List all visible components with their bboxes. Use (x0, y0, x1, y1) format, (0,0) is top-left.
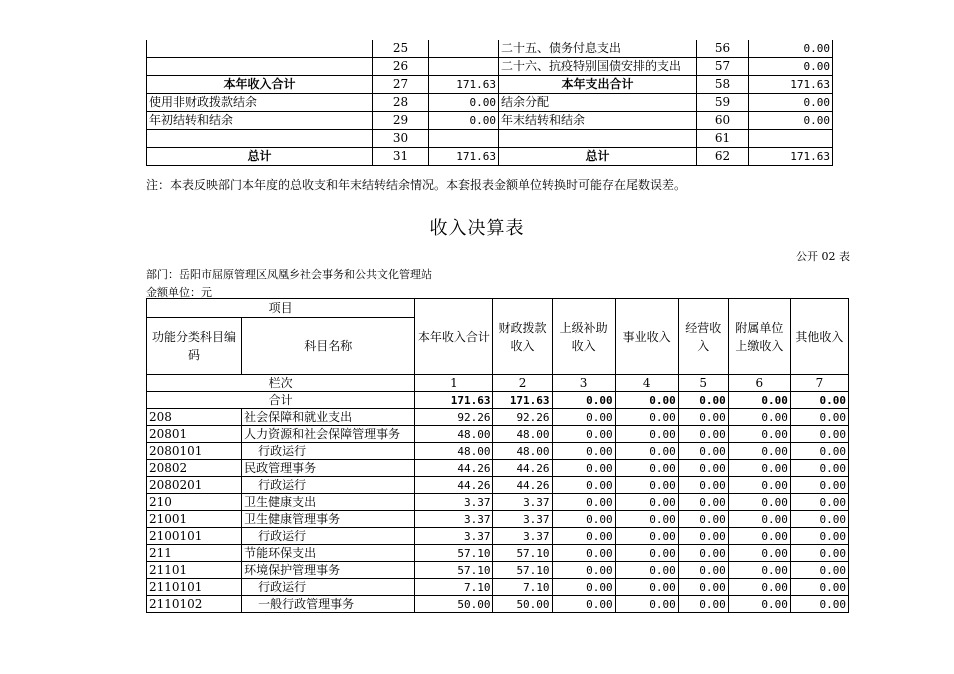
subject-code: 2080201 (147, 477, 242, 494)
amount-cell: 48.00 (415, 426, 493, 443)
summary-line-no: 31 (373, 148, 429, 166)
summary-amount (429, 130, 499, 148)
amount-cell: 57.10 (415, 562, 493, 579)
header-col-4: 事业收入 (615, 299, 678, 375)
amount-cell: 3.37 (415, 511, 493, 528)
amount-cell: 0.00 (552, 528, 615, 545)
amount-cell: 0.00 (790, 579, 848, 596)
subject-code: 211 (147, 545, 242, 562)
amount-cell: 0.00 (615, 545, 678, 562)
amount-cell: 0.00 (552, 596, 615, 613)
amount-cell: 0.00 (728, 528, 790, 545)
summary-row (147, 58, 833, 76)
amount-cell: 48.00 (415, 443, 493, 460)
subject-code: 2100101 (147, 528, 242, 545)
subject-code: 21101 (147, 562, 242, 579)
amount-cell: 0.00 (678, 426, 728, 443)
amount-cell: 57.10 (415, 545, 493, 562)
summary-amount: 0.00 (749, 58, 833, 76)
summary-label: 二十六、抗疫特别国债安排的支出 (499, 58, 697, 76)
amount-cell: 0.00 (552, 494, 615, 511)
subject-name: 卫生健康管理事务 (242, 511, 415, 528)
amount-cell: 7.10 (493, 579, 552, 596)
subject-name: 人力资源和社会保障管理事务 (242, 426, 415, 443)
unit-label: 金额单位：元 (146, 286, 212, 299)
amount-cell: 0.00 (552, 545, 615, 562)
amount-cell: 0.00 (615, 443, 678, 460)
amount-cell: 3.37 (493, 511, 552, 528)
subject-code: 21001 (147, 511, 242, 528)
table-row (147, 443, 849, 460)
total-value: 171.63 (415, 392, 493, 409)
amount-cell: 0.00 (728, 409, 790, 426)
amount-cell: 0.00 (678, 494, 728, 511)
subject-name: 行政运行 (242, 528, 415, 545)
form-number: 公开 02 表 (796, 250, 850, 263)
summary-label: 结余分配 (499, 94, 697, 112)
summary-row (147, 112, 833, 130)
total-value: 0.00 (615, 392, 678, 409)
table-row (147, 528, 849, 545)
amount-cell: 0.00 (678, 511, 728, 528)
amount-cell: 48.00 (493, 426, 552, 443)
amount-cell: 0.00 (790, 477, 848, 494)
summary-table (146, 40, 833, 166)
amount-cell: 3.37 (415, 494, 493, 511)
summary-line-no: 62 (697, 148, 749, 166)
summary-line-no: 30 (373, 130, 429, 148)
summary-line-no: 25 (373, 40, 429, 58)
subject-code: 20802 (147, 460, 242, 477)
amount-cell: 50.00 (493, 596, 552, 613)
header-name: 科目名称 (242, 318, 415, 375)
amount-cell: 0.00 (678, 528, 728, 545)
amount-cell: 0.00 (790, 494, 848, 511)
amount-cell: 0.00 (728, 579, 790, 596)
summary-line-no: 26 (373, 58, 429, 76)
amount-cell: 0.00 (790, 562, 848, 579)
col-index: 7 (790, 375, 848, 392)
amount-cell: 44.26 (493, 477, 552, 494)
col-index: 6 (728, 375, 790, 392)
col-index: 1 (415, 375, 493, 392)
amount-cell: 0.00 (615, 409, 678, 426)
amount-cell: 44.26 (415, 477, 493, 494)
subject-name: 一般行政管理事务 (242, 596, 415, 613)
summary-label (147, 40, 373, 58)
amount-cell: 57.10 (493, 545, 552, 562)
table-row (147, 426, 849, 443)
summary-label: 年初结转和结余 (147, 112, 373, 130)
amount-cell: 3.37 (493, 528, 552, 545)
header-col-3: 上级补助收入 (552, 299, 615, 375)
amount-cell: 0.00 (552, 426, 615, 443)
summary-row (147, 94, 833, 112)
amount-cell: 0.00 (615, 426, 678, 443)
summary-line-no: 28 (373, 94, 429, 112)
summary-label: 总计 (499, 148, 697, 166)
header-code: 功能分类科目编码 (147, 318, 242, 375)
amount-cell: 0.00 (615, 460, 678, 477)
summary-amount: 171.63 (429, 148, 499, 166)
amount-cell: 0.00 (790, 511, 848, 528)
amount-cell: 44.26 (493, 460, 552, 477)
total-value: 0.00 (552, 392, 615, 409)
summary-line-no: 60 (697, 112, 749, 130)
header-col-6: 附属单位上缴收入 (728, 299, 790, 375)
amount-cell: 7.10 (415, 579, 493, 596)
col-index: 2 (493, 375, 552, 392)
summary-label (499, 130, 697, 148)
summary-amount (429, 40, 499, 58)
total-label: 合计 (147, 392, 415, 409)
table-row (147, 477, 849, 494)
subject-name: 行政运行 (242, 579, 415, 596)
amount-cell: 0.00 (728, 460, 790, 477)
summary-amount (429, 58, 499, 76)
amount-cell: 0.00 (790, 596, 848, 613)
table-row (147, 409, 849, 426)
amount-cell: 0.00 (728, 596, 790, 613)
amount-cell: 92.26 (415, 409, 493, 426)
subject-code: 20801 (147, 426, 242, 443)
col-index-label: 栏次 (147, 375, 415, 392)
subject-code: 2110101 (147, 579, 242, 596)
amount-cell: 0.00 (678, 409, 728, 426)
summary-amount: 0.00 (749, 94, 833, 112)
income-table (146, 298, 849, 613)
summary-label: 二十五、债务付息支出 (499, 40, 697, 58)
amount-cell: 0.00 (678, 579, 728, 596)
total-value: 0.00 (790, 392, 848, 409)
amount-cell: 0.00 (678, 460, 728, 477)
amount-cell: 3.37 (493, 494, 552, 511)
amount-cell: 0.00 (728, 494, 790, 511)
summary-label (147, 58, 373, 76)
summary-label (147, 130, 373, 148)
summary-line-no: 61 (697, 130, 749, 148)
summary-amount: 0.00 (749, 40, 833, 58)
summary-amount: 171.63 (429, 76, 499, 94)
amount-cell: 0.00 (790, 460, 848, 477)
subject-name: 卫生健康支出 (242, 494, 415, 511)
summary-label: 使用非财政拨款结余 (147, 94, 373, 112)
amount-cell: 50.00 (415, 596, 493, 613)
subject-name: 行政运行 (242, 443, 415, 460)
summary-label: 总计 (147, 148, 373, 166)
total-value: 0.00 (728, 392, 790, 409)
department-label: 部门：岳阳市屈原管理区凤凰乡社会事务和公共文化管理站 (146, 268, 432, 281)
amount-cell: 0.00 (790, 443, 848, 460)
summary-amount: 0.00 (749, 112, 833, 130)
summary-row (147, 130, 833, 148)
summary-line-no: 56 (697, 40, 749, 58)
page-title: 收入决算表 (429, 218, 525, 239)
subject-code: 208 (147, 409, 242, 426)
summary-amount: 171.63 (749, 76, 833, 94)
subject-name: 民政管理事务 (242, 460, 415, 477)
table-row (147, 545, 849, 562)
header-col-7: 其他收入 (790, 299, 848, 375)
subject-code: 2110102 (147, 596, 242, 613)
summary-line-no: 59 (697, 94, 749, 112)
amount-cell: 0.00 (615, 596, 678, 613)
amount-cell: 0.00 (728, 545, 790, 562)
summary-amount: 0.00 (429, 94, 499, 112)
amount-cell: 0.00 (615, 511, 678, 528)
subject-name: 节能环保支出 (242, 545, 415, 562)
amount-cell: 57.10 (493, 562, 552, 579)
amount-cell: 0.00 (552, 562, 615, 579)
total-value: 171.63 (493, 392, 552, 409)
table-row (147, 494, 849, 511)
amount-cell: 0.00 (615, 579, 678, 596)
amount-cell: 48.00 (493, 443, 552, 460)
amount-cell: 0.00 (728, 426, 790, 443)
table-row (147, 562, 849, 579)
amount-cell: 0.00 (552, 460, 615, 477)
summary-amount: 171.63 (749, 148, 833, 166)
summary-row (147, 76, 833, 94)
header-col-2: 财政拨款收入 (493, 299, 552, 375)
summary-line-no: 58 (697, 76, 749, 94)
table-note: 注：本表反映部门本年度的总收支和年末结转结余情况。本套报表金额单位转换时可能存在尾数误差。 (146, 178, 687, 192)
subject-name: 行政运行 (242, 477, 415, 494)
subject-name: 社会保障和就业支出 (242, 409, 415, 426)
amount-cell: 44.26 (415, 460, 493, 477)
amount-cell: 0.00 (615, 528, 678, 545)
amount-cell: 0.00 (678, 545, 728, 562)
amount-cell: 0.00 (728, 511, 790, 528)
amount-cell: 0.00 (552, 409, 615, 426)
amount-cell: 0.00 (728, 562, 790, 579)
col-index: 3 (552, 375, 615, 392)
header-project: 项目 (147, 299, 415, 318)
amount-cell: 0.00 (790, 545, 848, 562)
summary-line-no: 27 (373, 76, 429, 94)
table-row (147, 460, 849, 477)
amount-cell: 0.00 (615, 494, 678, 511)
summary-amount: 0.00 (429, 112, 499, 130)
amount-cell: 0.00 (552, 477, 615, 494)
amount-cell: 0.00 (790, 528, 848, 545)
amount-cell: 0.00 (678, 443, 728, 460)
table-row (147, 579, 849, 596)
subject-code: 2080101 (147, 443, 242, 460)
total-value: 0.00 (678, 392, 728, 409)
amount-cell: 0.00 (552, 579, 615, 596)
amount-cell: 0.00 (615, 477, 678, 494)
amount-cell: 0.00 (678, 562, 728, 579)
amount-cell: 0.00 (552, 511, 615, 528)
amount-cell: 0.00 (790, 426, 848, 443)
amount-cell: 0.00 (678, 477, 728, 494)
amount-cell: 0.00 (728, 443, 790, 460)
subject-code: 210 (147, 494, 242, 511)
summary-line-no: 29 (373, 112, 429, 130)
summary-line-no: 57 (697, 58, 749, 76)
amount-cell: 92.26 (493, 409, 552, 426)
amount-cell: 0.00 (552, 443, 615, 460)
summary-label: 本年支出合计 (499, 76, 697, 94)
table-row (147, 511, 849, 528)
amount-cell: 0.00 (728, 477, 790, 494)
amount-cell: 0.00 (790, 409, 848, 426)
summary-label: 年末结转和结余 (499, 112, 697, 130)
table-row (147, 596, 849, 613)
header-col-1: 本年收入合计 (415, 299, 493, 375)
header-col-5: 经营收入 (678, 299, 728, 375)
amount-cell: 0.00 (678, 596, 728, 613)
amount-cell: 0.00 (615, 562, 678, 579)
summary-row (147, 148, 833, 166)
summary-amount (749, 130, 833, 148)
amount-cell: 3.37 (415, 528, 493, 545)
summary-row (147, 40, 833, 58)
subject-name: 环境保护管理事务 (242, 562, 415, 579)
col-index: 4 (615, 375, 678, 392)
col-index: 5 (678, 375, 728, 392)
summary-label: 本年收入合计 (147, 76, 373, 94)
